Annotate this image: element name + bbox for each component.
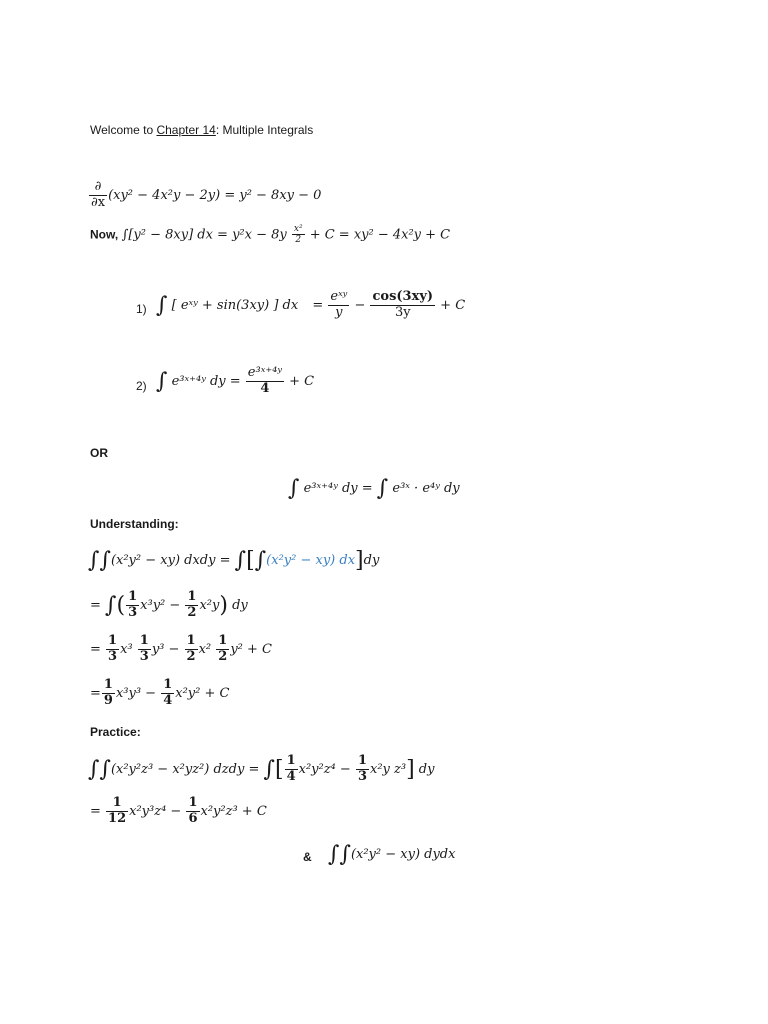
partial-op-den: ∂x — [91, 194, 106, 210]
integral-sign: ∫ — [339, 842, 351, 867]
practice-p1-lhs: (x²y²z³ − x²yz²) dzdy — [110, 761, 245, 777]
frac-den: 3 — [357, 768, 367, 784]
or-label: OR — [90, 446, 108, 460]
understanding-label: Understanding: — [90, 517, 179, 531]
frac-num: 1 — [357, 753, 367, 768]
term: x³ — [120, 641, 137, 657]
understanding-line-1: ∫∫(x²y² − xy) dxdy = ∫[∫(x²y² − xy) dx]dy — [88, 548, 380, 573]
term: x²y²z⁴ − — [298, 761, 355, 777]
term: x³y² − — [140, 597, 185, 613]
frac-num: 1 — [108, 633, 118, 648]
page-heading — [90, 123, 313, 137]
example2-equation — [156, 366, 314, 397]
integral-sign: ∫ — [376, 476, 389, 501]
equals-sign: = — [90, 641, 101, 657]
term: x²y z³ — [369, 761, 407, 777]
understanding-line-2: = ∫( $\frac{1}{3}$ x³y² − $\frac{1}{2}$ x²y) dy — [90, 589, 248, 620]
example2-tail: + C — [285, 373, 315, 389]
frac-num: 1 — [186, 633, 196, 648]
or-rhs: e³ˣ · e⁴ʸ dy — [392, 481, 460, 496]
term: x² — [198, 641, 216, 657]
equals-sign: = — [90, 685, 101, 701]
example1-minus: − — [350, 297, 370, 313]
now-lhs: ∫[y² − 8xy] dx = y²x − 8y — [121, 227, 291, 243]
now-label: Now, — [90, 227, 122, 242]
term: x³y³ − — [115, 685, 161, 701]
frac-den: 12 — [108, 810, 127, 826]
frac-num: 1 — [218, 633, 228, 648]
frac-den: 3 — [108, 648, 118, 664]
partial-expr: (xy² − 4x²y − 2y) — [108, 187, 221, 203]
understanding-l1-eq: = — [215, 553, 235, 568]
integral-sign: ∫ — [99, 756, 111, 782]
or-equation — [288, 476, 460, 501]
frac-den: 3 — [139, 648, 149, 664]
example1-label: 1) — [136, 302, 147, 316]
term: x²y²z³ + C — [200, 803, 267, 819]
term: dy — [227, 597, 248, 613]
or-lhs: e³ˣ⁺⁴ʸ dy — [303, 481, 358, 496]
frac-den: 2 — [186, 648, 196, 664]
frac-num: 1 — [286, 753, 296, 768]
integral-sign: ∫ — [263, 756, 275, 782]
frac-den: 4 — [163, 692, 173, 708]
term: y³ − — [151, 641, 184, 657]
example2-integrand: e³ˣ⁺⁴ʸ dy — [171, 373, 226, 389]
partial-op-num: ∂ — [89, 180, 107, 196]
frac-num: 1 — [187, 589, 197, 604]
integral-sign: ∫ — [105, 592, 117, 618]
understanding-line-4 — [90, 678, 229, 709]
example2-equals: = — [225, 373, 245, 389]
example1-f1-den: y — [335, 304, 343, 320]
example1-tail: + C — [436, 297, 466, 313]
practice-line-1: ∫∫(x²y²z³ − x²yz²) dzdy = ∫[ $\frac{1}{4}$ x²y²z⁴ − $\frac{1}{3}$ x²y z³] dy — [88, 753, 435, 784]
equals-sign: = — [90, 597, 101, 613]
frac-num: 1 — [128, 589, 138, 604]
understanding-l1-tail: dy — [363, 553, 380, 568]
practice-line-2 — [90, 796, 267, 827]
now-frac-den: 2 — [295, 235, 302, 246]
understanding-l1-lhs: (x²y² − xy) dxdy — [110, 553, 216, 568]
now-rhs: + C = xy² − 4x²y + C — [305, 227, 451, 243]
practice-p3: (x²y² − xy) dydx — [350, 847, 456, 862]
term: x²y — [199, 597, 220, 613]
integral-sign: ∫ — [156, 292, 168, 318]
frac-num: 1 — [106, 796, 128, 812]
equals-sign: = — [244, 761, 264, 777]
integral-sign: ∫ — [328, 842, 340, 867]
ampersand: & — [303, 850, 312, 864]
frac-num: 1 — [163, 677, 173, 692]
frac-den: 4 — [286, 768, 296, 784]
practice-label: Practice: — [90, 725, 141, 739]
term: dy — [414, 761, 435, 777]
example1-equals: = — [312, 297, 324, 313]
example1-f2-den: 3y — [394, 304, 411, 320]
heading-prefix: Welcome to — [90, 123, 157, 137]
integral-sign: ∫ — [88, 756, 100, 782]
example1-equation — [156, 290, 465, 321]
frac-num: 1 — [103, 677, 113, 692]
partial-rhs: = y² − 8xy − 0 — [220, 187, 322, 203]
example2-label: 2) — [136, 379, 147, 393]
term: x²y³z⁴ − — [129, 803, 186, 819]
term: y² + C — [230, 641, 272, 657]
example2-f-den: 4 — [260, 380, 270, 396]
frac-num: 1 — [188, 795, 198, 810]
frac-den: 2 — [187, 604, 197, 620]
integral-sign: ∫ — [156, 368, 168, 394]
integral-sign: ∫ — [88, 548, 100, 573]
frac-num: 1 — [139, 633, 149, 648]
example1-f2-num: cos(3xy) — [372, 289, 434, 304]
or-equals: = — [357, 481, 377, 496]
partial-derivative-equation — [88, 180, 321, 211]
integral-sign: ∫ — [234, 548, 247, 573]
heading-chapter-link: Chapter 14 — [156, 123, 216, 137]
now-frac-num: x² — [293, 224, 303, 234]
integral-sign: ∫ — [288, 476, 300, 501]
frac-den: 2 — [218, 648, 228, 664]
example2-f-num: e³ˣ⁺⁴ʸ — [247, 365, 283, 380]
integral-sign: ∫ — [99, 548, 111, 573]
frac-den: 3 — [128, 604, 138, 620]
now-equation — [90, 224, 450, 246]
example1-f1-num: eˣʸ — [330, 289, 348, 304]
term: x²y² + C — [175, 685, 230, 701]
example1-integrand: [ eˣʸ + sin(3xy) ] dx — [171, 297, 299, 313]
frac-den: 6 — [188, 810, 198, 826]
integral-sign: ∫ — [254, 548, 267, 573]
practice-line-3 — [328, 842, 455, 867]
frac-den: 9 — [103, 692, 113, 708]
understanding-l1-inner: (x²y² − xy) dx — [266, 553, 356, 568]
understanding-line-3 — [90, 634, 272, 665]
heading-suffix: : Multiple Integrals — [215, 123, 314, 137]
equals-sign: = — [90, 803, 101, 819]
